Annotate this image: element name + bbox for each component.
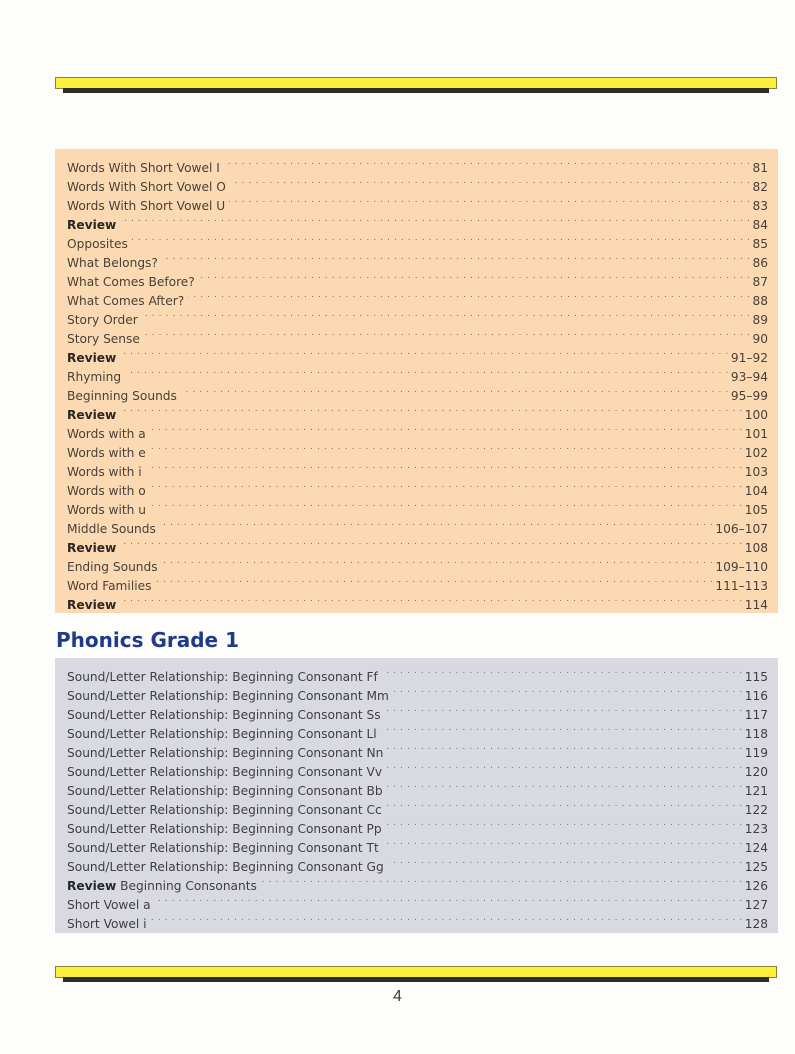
- toc-entry: [67, 438, 768, 460]
- dot-leader: [120, 343, 729, 362]
- dot-leader: [388, 852, 743, 871]
- dot-leader: [132, 229, 751, 248]
- rule-shadow-bar: [63, 88, 769, 93]
- toc-entry: [67, 362, 768, 384]
- toc-entry-title: [67, 668, 382, 687]
- dot-leader: [229, 191, 750, 210]
- section-heading: Phonics Grade 1: [56, 628, 239, 652]
- toc-entry-title: [67, 235, 132, 254]
- toc-entry-title: [67, 725, 381, 744]
- toc-entry-page: 122: [744, 803, 768, 817]
- toc-entry-bold-label: Review: [67, 879, 117, 893]
- rule-shadow-bar: [63, 977, 769, 982]
- toc-entry-title-text: Words with a: [67, 427, 146, 441]
- toc-entry-title: [67, 349, 120, 368]
- dot-leader: [393, 681, 743, 700]
- toc-entry-page: 104: [744, 484, 768, 498]
- dot-leader: [386, 757, 743, 776]
- toc-entry-title-text: Opposites: [67, 237, 128, 251]
- toc-entry-page: 124: [744, 841, 768, 855]
- toc-entry-title-text: Words with e: [67, 446, 146, 460]
- dot-leader: [162, 552, 714, 571]
- toc-entry-page: 84: [752, 218, 768, 232]
- toc-entry-page: 83: [752, 199, 768, 213]
- toc-entry-title-text: Sound/Letter Relationship: Beginning Consonant Nn: [67, 746, 384, 760]
- toc-entry-title-text: Word Families: [67, 579, 152, 593]
- toc-entry-page: 102: [744, 446, 768, 460]
- toc-entry-title: [67, 444, 150, 463]
- toc-entry-title: [67, 406, 120, 425]
- dot-leader: [150, 438, 743, 457]
- dot-leader: [387, 776, 743, 795]
- toc-section-phonics-grade-1: [55, 658, 778, 933]
- dot-leader: [142, 305, 751, 324]
- toc-entry-title: [67, 896, 155, 915]
- toc-entry-page: 115: [744, 670, 768, 684]
- dot-leader: [151, 909, 743, 928]
- toc-entry-bold-label: Review: [67, 218, 117, 232]
- toc-entry-page: 125: [744, 860, 768, 874]
- toc-entry: [67, 514, 768, 536]
- dot-leader: [155, 571, 713, 590]
- dot-leader: [181, 381, 729, 400]
- toc-entry: [67, 419, 768, 441]
- toc-entry-page: 123: [744, 822, 768, 836]
- toc-entry-title-text: What Comes After?: [67, 294, 185, 308]
- toc-entry-page: 127: [744, 898, 768, 912]
- toc-entry-page: 106–107: [715, 522, 768, 536]
- toc-entry-title-text: Sound/Letter Relationship: Beginning Consonant Ss: [67, 708, 381, 722]
- dot-leader: [144, 324, 751, 343]
- toc-entry-title-text: Beginning Consonants: [116, 879, 257, 893]
- toc-entry-title-text: Sound/Letter Relationship: Beginning Consonant Ll: [67, 727, 377, 741]
- dot-leader: [150, 419, 743, 438]
- toc-entry-page: 90: [752, 332, 768, 346]
- toc-entry-page: 82: [752, 180, 768, 194]
- toc-entry-page: 100: [744, 408, 768, 422]
- toc-entry-title-text: Sound/Letter Relationship: Beginning Consonant Mm: [67, 689, 389, 703]
- dot-leader: [146, 457, 743, 476]
- dot-leader: [382, 662, 743, 681]
- toc-entry: [67, 457, 768, 479]
- dot-leader: [385, 700, 743, 719]
- top-decorative-rule: [55, 77, 777, 97]
- dot-leader: [199, 267, 751, 286]
- toc-entry-title-text: Words with u: [67, 503, 147, 517]
- toc-entry-title: [67, 706, 385, 725]
- toc-entry-title-text: What Belongs?: [67, 256, 158, 270]
- toc-entry-title: [67, 801, 386, 820]
- toc-entry-title: [67, 820, 386, 839]
- toc-entry-bold-label: Review: [67, 598, 117, 612]
- toc-entry-page: 128: [744, 917, 768, 931]
- toc-entry: [67, 495, 768, 517]
- toc-entry-bold-label: Review: [67, 408, 117, 422]
- toc-entry: [67, 267, 768, 289]
- toc-entry-title-text: Words with i: [67, 465, 142, 479]
- toc-entry: [67, 381, 768, 403]
- toc-entry-page: 108: [744, 541, 768, 555]
- toc-entry: [67, 153, 768, 175]
- toc-entry-page: 114: [744, 598, 768, 612]
- toc-entry-title-text: Story Sense: [67, 332, 140, 346]
- bottom-decorative-rule: [55, 966, 777, 986]
- toc-entry-title: [67, 596, 120, 615]
- toc-entry-title-text: What Comes Before?: [67, 275, 195, 289]
- toc-entry-page: 105: [744, 503, 768, 517]
- toc-entry-title: [67, 311, 142, 330]
- toc-entry: [67, 552, 768, 574]
- toc-entry: [67, 210, 768, 232]
- toc-entry-page: 101: [744, 427, 768, 441]
- toc-entry-page: 119: [744, 746, 768, 760]
- toc-entry-bold-label: Review: [67, 351, 117, 365]
- toc-entry: [67, 324, 768, 346]
- toc-entry-page: 111–113: [715, 579, 768, 593]
- toc-entry-title: [67, 763, 386, 782]
- toc-entry-title: [67, 178, 230, 197]
- toc-entry-title: [67, 501, 150, 520]
- toc-entry: [67, 533, 768, 555]
- toc-entry-bold-label: Review: [67, 541, 117, 555]
- page-number: 4: [393, 988, 402, 1005]
- toc-entry: [67, 343, 768, 365]
- toc-entry-page: 81: [752, 161, 768, 175]
- toc-entry-page: 117: [744, 708, 768, 722]
- dot-leader: [120, 210, 750, 229]
- toc-entry-title: [67, 463, 146, 482]
- toc-entry-page: 87: [752, 275, 768, 289]
- toc-entry-title: [67, 273, 199, 292]
- toc-entry-title: [67, 558, 162, 577]
- toc-entry-title-text: Sound/Letter Relationship: Beginning Consonant Pp: [67, 822, 382, 836]
- toc-entry-title-text: Sound/Letter Relationship: Beginning Consonant Vv: [67, 765, 383, 779]
- toc-entry: [67, 662, 768, 684]
- toc-entry-title-text: Story Order: [67, 313, 138, 327]
- toc-entry-page: 120: [744, 765, 768, 779]
- toc-entry-title: [67, 782, 387, 801]
- toc-entry-page: 88: [752, 294, 768, 308]
- toc-entry-page: 91–92: [730, 351, 768, 365]
- toc-entry: [67, 476, 768, 498]
- toc-entry: [67, 400, 768, 422]
- toc-entry-page: 85: [752, 237, 768, 251]
- dot-leader: [155, 890, 743, 909]
- dot-leader: [120, 590, 742, 609]
- toc-entry-title: [67, 425, 150, 444]
- toc-entry-page: 126: [744, 879, 768, 893]
- toc-section-orange: [55, 149, 778, 613]
- toc-entry: [67, 571, 768, 593]
- dot-leader: [383, 833, 743, 852]
- toc-entry-title: [67, 482, 150, 501]
- toc-entry-page: 103: [744, 465, 768, 479]
- toc-entry-page: 121: [744, 784, 768, 798]
- dot-leader: [125, 362, 729, 381]
- toc-entry-page: 118: [744, 727, 768, 741]
- toc-entry: [67, 590, 768, 612]
- dot-leader: [162, 248, 751, 267]
- dot-leader: [386, 814, 743, 833]
- toc-entry-title-text: Sound/Letter Relationship: Beginning Consonant Cc: [67, 803, 382, 817]
- toc-entry-title-text: Sound/Letter Relationship: Beginning Consonant Tt: [67, 841, 379, 855]
- dot-leader: [381, 719, 743, 738]
- toc-entry-title: [67, 744, 387, 763]
- toc-entry-title-text: Short Vowel i: [67, 917, 147, 931]
- dot-leader: [224, 153, 751, 172]
- toc-entry-title-text: Sound/Letter Relationship: Beginning Consonant Gg: [67, 860, 384, 874]
- toc-entry: [67, 305, 768, 327]
- toc-entry-title: [67, 368, 125, 387]
- toc-entry-title-text: Words With Short Vowel O: [67, 180, 226, 194]
- toc-entry-title: [67, 159, 224, 178]
- toc-entry-title-text: Words with o: [67, 484, 146, 498]
- dot-leader: [188, 286, 750, 305]
- toc-entry-title-text: Words With Short Vowel I: [67, 161, 220, 175]
- toc-entry-title-text: Beginning Sounds: [67, 389, 177, 403]
- toc-entry-page: 93–94: [730, 370, 768, 384]
- toc-entry-title: [67, 254, 162, 273]
- toc-entry: [67, 229, 768, 251]
- toc-entry: [67, 909, 768, 931]
- dot-leader: [120, 400, 742, 419]
- toc-entry-title: [67, 216, 120, 235]
- toc-entry: [67, 890, 768, 912]
- dot-leader: [261, 871, 743, 890]
- dot-leader: [120, 533, 742, 552]
- toc-entry-title: [67, 915, 151, 934]
- dot-leader: [160, 514, 714, 533]
- toc-entry-page: 89: [752, 313, 768, 327]
- toc-entry-title: [67, 687, 393, 706]
- dot-leader: [150, 495, 743, 514]
- dot-leader: [230, 172, 751, 191]
- toc-entry-page: 86: [752, 256, 768, 270]
- dot-leader: [387, 738, 742, 757]
- toc-entry-title: [67, 539, 120, 558]
- toc-entry: [67, 248, 768, 270]
- dot-leader: [386, 795, 743, 814]
- dot-leader: [150, 476, 743, 495]
- toc-entry-title-text: Sound/Letter Relationship: Beginning Consonant Ff: [67, 670, 378, 684]
- toc-entry-title-text: Rhyming: [67, 370, 122, 384]
- toc-entry-title-text: Ending Sounds: [67, 560, 158, 574]
- toc-entry-title-text: Short Vowel a: [67, 898, 151, 912]
- toc-entry-title-text: Middle Sounds: [67, 522, 156, 536]
- toc-entry-title-text: Sound/Letter Relationship: Beginning Consonant Bb: [67, 784, 383, 798]
- toc-entry-page: 109–110: [715, 560, 768, 574]
- toc-entry-title-text: Words With Short Vowel U: [67, 199, 226, 213]
- toc-entry-page: 95–99: [730, 389, 768, 403]
- toc-entry-title: [67, 839, 383, 858]
- toc-entry-page: 116: [744, 689, 768, 703]
